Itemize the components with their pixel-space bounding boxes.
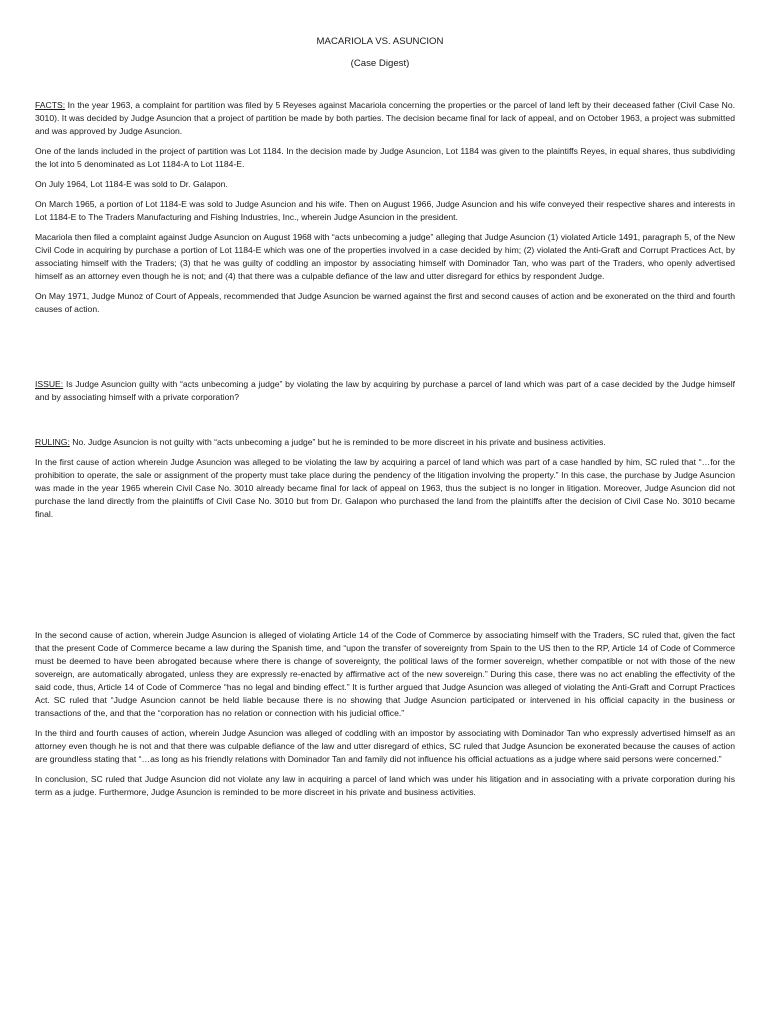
- facts-paragraph-1: One of the lands included in the project of partition was Lot 1184. In the decision made by Judge Asuncion, Lot 1184 was given to the plaintiffs Reyes, in equal shares, thus subdividing the lot into 5 denominated as Lot 1184-A to Lot 1184-E.: [35, 146, 735, 169]
- facts-paragraph-3: On March 1965, a portion of Lot 1184-E was sold to Judge Asuncion and his wife. Then on August 1966, Judge Asuncion and his wife conveyed their respective shares and interests in Lot 1184-E to The Traders Manufacturing and Fishing Industries, Inc., wherein Judge Asuncion in the president.: [35, 199, 735, 222]
- facts-section: [35, 99, 735, 323]
- ruling-paragraph-3: In the third and fourth causes of action, wherein Judge Asuncion was alleged of coddling with an impostor by associating with Dominador Tan who expressly advertised himself as an attorney even though he is not and that there was culpable defiance of the law and utter disregard of ethics, SC ruled that Judge Asuncion be exonerated because the causes of action are groundless stating that “…as long as his friendly relations with Dominador Tan and family did not influence his official actuations as a judge where said persons were concerned.”: [35, 728, 735, 764]
- facts-paragraph-2: On July 1964, Lot 1184-E was sold to Dr. Galapon.: [35, 179, 228, 189]
- ruling-section: [35, 436, 735, 528]
- ruling-lead: No. Judge Asuncion is not guilty with “acts unbecoming a judge” but he is reminded to be more discreet in his private and business activities.: [69, 437, 606, 447]
- issue-lead: Is Judge Asuncion guilty with “acts unbecoming a judge” by violating the law by acquiring by purchase a parcel of land which was part of a case decided by the Judge himself and by associating himself with a private corporation?: [35, 379, 735, 402]
- ruling-paragraph-2: In the second cause of action, wherein Judge Asuncion is alleged of violating Article 14 of the Code of Commerce by associating himself with the Traders, SC ruled that, given the fact that the present Code of Commerce became a law during the Spanish time, and “upon the transfer of sovereignty from Spain to the US then to the RP, Article 14 of Code of Commerce must be deemed to have been abrogated because where there is change of sovereignty, the political laws of the former sovereign, whether compatible or not with those of the new sovereign, are automatically abrogated, unless they are expressly re-enacted by affirmative act of the new sovereign.” During this case, there was no act enabling the effectivity of the said code, thus, Article 14 of Code of Commerce “has no legal and binding effect.” It is further argued that Judge Asuncion was alleged of violating the Anti-Graft and Corrupt Practices Act. SC ruled that “Judge Asuncion cannot be held liable because there is no showing that Judge Asuncion participated or intervened in his official capacity in the business or transactions of the, and that the “corporation has no relation or connection with his judicial office.”: [35, 630, 735, 718]
- document-subtitle: (Case Digest): [350, 58, 410, 69]
- ruling-section-continued: [35, 629, 735, 806]
- issue-section: [35, 378, 735, 411]
- facts-paragraph-5: On May 1971, Judge Munoz of Court of Appeals, recommended that Judge Asuncion be warned against the first and second causes of action and be exonerated on the third and fourth causes of action.: [35, 291, 735, 314]
- facts-label: FACTS:: [35, 100, 66, 110]
- facts-lead: In the year 1963, a complaint for partition was filed by 5 Reyeses against Macariola concerning the properties or the parcel of land left by their deceased father (Civil Case No. 3010). It was decided by Judge Asuncion that a project of partition be made by both parties. The decision became final for lack of appeal, and on October 1963, a project was submitted and was approved by Judge Asuncion.: [35, 100, 735, 136]
- ruling-label: RULING:: [35, 437, 70, 447]
- ruling-paragraph-1: In the first cause of action wherein Judge Asuncion was alleged to be violating the law by acquiring a parcel of land which was part of a case handled by him, SC ruled that “…for the prohibition to operate, the sale or assignment of the property must take place during the pendency of the litigation involving the property.” In this case, the purchase by Judge Asuncion was made in the year 1965 wherein Civil Case No. 3010 already became final for lack of appeal on 1963, thus the subject is no longer in litigation. Moreover, Judge Asuncion did not purchase the land directly from the plaintiffs of Civil Case No. 3010 but from Dr. Galapon who purchased the land from the plaintiffs after the decision of Civil Case No. 3010 became final.: [35, 457, 735, 519]
- issue-paragraph: [35, 378, 735, 404]
- issue-label: ISSUE:: [35, 379, 64, 389]
- document-title: MACARIOLA VS. ASUNCION: [316, 36, 444, 47]
- facts-paragraph-4: Macariola then filed a complaint against Judge Asuncion on August 1968 with “acts unbecoming a judge” alleging that Judge Asuncion (1) violated Article 1491, paragraph 5, of the New Civil Code in acquiring by purchase a portion of Lot 1184-E which was one of the properties involved in a case decided by him; (2) violated the Anti-Graft and Corrupt Practices Act, by associating himself with the Traders; (3) that he was guilty of coddling an impostor by associating himself with Dominador Tan, who was part of the Traders, who openly advertised himself as an attorney even though he is not; and (4) that there was a culpable defiance of the law and utter disregard for ethics by respondent Judge.: [35, 232, 735, 281]
- facts-paragraph-0: [35, 99, 735, 138]
- ruling-paragraph-4: In conclusion, SC ruled that Judge Asuncion did not violate any law in acquiring a parcel of land which was under his litigation and in associating with a private corporation during his term as a judge. Furthermore, Judge Asuncion is reminded to be more discreet in his private and business activities.: [35, 774, 735, 797]
- ruling-paragraph-0: [35, 436, 735, 449]
